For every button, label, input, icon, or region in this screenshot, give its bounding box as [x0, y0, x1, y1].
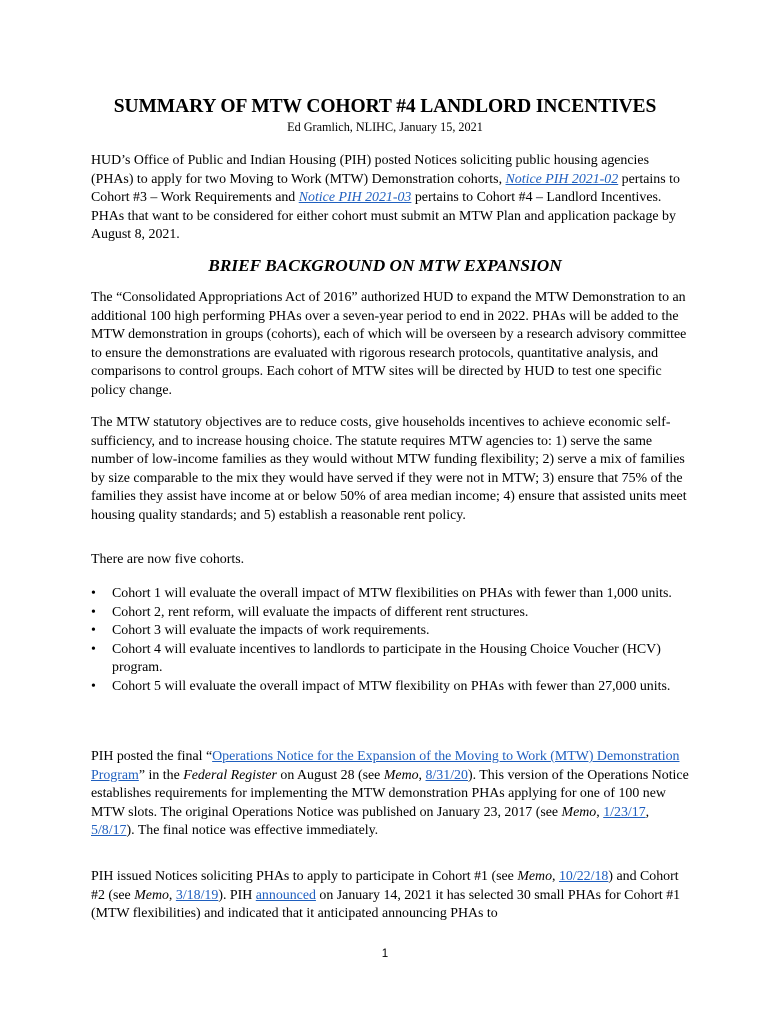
intro-paragraph: HUD’s Office of Public and Indian Housing (PIH) posted Notices soliciting public housing agencies (PHAs) to apply for two Moving to Work (MTW) Demonstration cohorts, Notice PIH 2021-02 pertains to Cohort #3 – Work Requirements and Notice PIH 2021-03 pertains to Cohort #4 – Landlord Incentives. PHAs that want to be considered for either cohort must submit an MTW Plan and application package by August 8, 2021. [91, 153, 680, 243]
memo-5-8-17-link[interactable]: 5/8/17 [91, 823, 127, 839]
cohorts-intro: There are now five cohorts. [91, 552, 245, 567]
bullet-icon: • [91, 604, 96, 620]
list-item: • Cohort 4 will evaluate incentives to landlords to participate in the Housing Choice Voucher (HCV) program. [91, 641, 661, 676]
cohort-notices-paragraph: PIH issued Notices soliciting PHAs to apply to participate in Cohort #1 (see Memo, 10/22/18) and Cohort #2 (see Memo, 3/18/19). PIH announced on January 14, 2021 it has selected 30 small PHAs for Cohort #1 (MTW flexibilities) and indicated that it anticipated announcing PHAs to [91, 869, 681, 922]
operations-notice-link[interactable]: Operations Notice for the Expansion of the Moving to Work (MTW) Demonstration Program [91, 749, 680, 783]
list-item: • Cohort 3 will evaluate the impacts of work requirements. [91, 622, 691, 641]
federal-register: Federal Register [183, 767, 277, 783]
cohort-list [91, 585, 691, 697]
memo-1-23-17-link[interactable]: 1/23/17 [603, 804, 646, 820]
memo-8-31-20-link[interactable]: 8/31/20 [425, 767, 468, 783]
objectives-paragraph: The MTW statutory objectives are to reduce costs, give households incentives to achieve economic self-sufficiency, and to increase housing choice. The statute requires MTW agencies to: 1) serve the same number of low-income families as they would without MTW funding flexibility; 2) serve a mix of families by size comparable to the mix they would have served if they were not in MTW; 3) ensure that 75% of the families they assist have income at or below 50% of area median income; 4) ensure that assisted units meet housing quality standards; and 5) establish a reasonable rent policy. [91, 415, 687, 523]
bullet-icon: • [91, 586, 96, 601]
page-number: 1 [381, 948, 389, 960]
operations-notice-paragraph: PIH posted the final “Operations Notice for the Expansion of the Moving to Work (MTW) Demonstration Program” in the Federal Register on August 28 (see Memo, 8/31/20). This version of the Operations Notice establishes requirements for implementing the MTW demonstration PHAs applying for one of 100 new MTW slots. The original Operations Notice was published on January 23, 2017 (see Memo, 1/23/17, 5/8/17). The final notice was effective immediately. [91, 749, 689, 839]
announced-link[interactable]: announced [255, 887, 316, 903]
bullet-icon: • [91, 641, 96, 657]
section-heading-background: BRIEF BACKGROUND ON MTW EXPANSION [208, 256, 562, 275]
background-paragraph: The “Consolidated Appropriations Act of 2016” authorized HUD to expand the MTW Demonstration to an additional 100 high performing PHAs over a seven-year period to end in 2022. PHAs will be added to the MTW demonstration in groups (cohorts), each of which will be overseen by a research advisory committee to ensure the demonstrations are evaluated with rigorous research protocols, quantitative analysis, and comparisons to control groups. Each cohort of MTW sites will be directed by HUD to test one specific policy change. [91, 290, 687, 398]
bullet-icon: • [91, 623, 96, 639]
bullet-icon: • [91, 678, 96, 694]
notice-pih-2021-02-link[interactable]: Notice PIH 2021-02 [505, 171, 619, 187]
list-item: • Cohort 5 will evaluate the overall impact of MTW flexibility on PHAs with fewer than 27,000 units. [91, 678, 691, 697]
byline: Ed Gramlich, NLIHC, January 15, 2021 [287, 120, 483, 134]
notice-pih-2021-03-link[interactable]: Notice PIH 2021-03 [298, 190, 412, 206]
list-item: • Cohort 2, rent reform, will evaluate the impacts of different rent structures. [91, 604, 691, 623]
memo-3-18-19-link[interactable]: 3/18/19 [175, 887, 219, 903]
document-title: SUMMARY OF MTW COHORT #4 LANDLORD INCENTIVES [113, 96, 657, 117]
list-item: • Cohort 1 will evaluate the overall impact of MTW flexibilities on PHAs with fewer than 1,000 units. [91, 585, 691, 604]
memo-10-22-18-link[interactable]: 10/22/18 [558, 869, 609, 884]
